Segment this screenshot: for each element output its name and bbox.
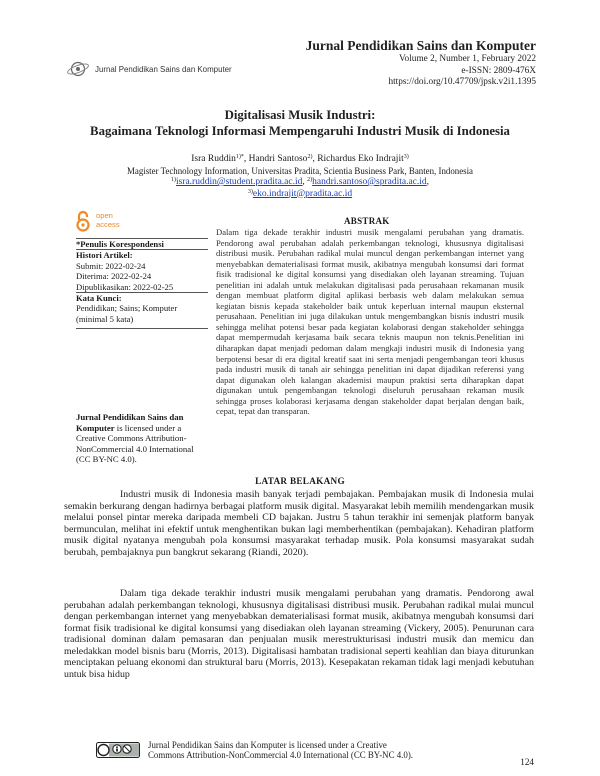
article-info-sidebar: [76, 238, 208, 329]
cc-license-badge: [96, 742, 140, 763]
license-text: is licensed under a Creative Commons Attribution-NonCommercial 4.0 International (CC BY-NC 4.0).: [76, 422, 194, 465]
body-paragraph: Industri musik di Indonesia masih banyak terjadi pembajakan. Pembajakan musik di Indonesia mulai semakin berkurang dengan hadirnya berbagai platform musik digital. Masyarakat lebih memilih mendengarkan musik melalui ponsel pintar mereka daripada membeli CD bajakan. Justru 5 tahun terakhir ini semenjak platform banyak bermunculan, melihat ini efektif untuk menghentikan bukan lagi memberhentikan (pembajakan). Kehadiran platform musik digital nyatanya mengubah pola konsumsi masyarakat terhadap musik. Pola konsumsi masyarakat sudah berubah, pembajaknya pun bangkrut sekarang (Riandi, 2020).: [64, 489, 534, 558]
author-list: Isra Ruddin$^{1)*}$, Handri Santoso$^{2)}$, Richardus Eko Indrajit$^{3)}$: [191, 154, 409, 164]
open-lock-icon: [76, 210, 90, 232]
journal-logo-text: Jurnal Pendidikan Sains dan Komputer: [95, 64, 232, 74]
history-label: Histori Artikel:: [76, 250, 133, 261]
abstract-text: Dalam tiga dekade terakhir industri musik mengalami perubahan yang dramatis. Pendorong awal perubahan adalah perkembangan teknologi, khususnya digitalisasi distribusi musik. Perubahan radikal mulai muncul dengan perkembangan internet yang menyebabkan dematerialisasi format musik, akibatnya mengubah konsumsi dari format fisik tradisional ke digital konsumsi yang disediakan oleh layanan streaming. Tujuan penelitian ini adalah untuk melakukan digitalisasi pada perusahaan rekamanan musik dengan membuat platform digital aplikasi berbasis web dalam melakukan semua kegiatan bisnis kepada stakeholder baik untuk keperluan internal maupun eksternal perusahaan. Penelitian ini juga dilakukan untuk mengembangkan bisnis industri musik sehingga melihat potensi besar pada kegiatan kolaborasi dengan stakeholder sehingga dapat mempermudah kerjasama baik secara teknis maupun non teknis.Penelitian ini diharapkan dapat menjadi pedoman dalam mengkaji industri musik di Indonesia yang berpotensi besar di era digital kreatif saat ini serta menjadi pengembangan teori khusus pada industri musik di tanah air sehingga penelitian ini dapat dijadikan referensi yang dapat digunakan oleh kalangan akademisi maupun praktisi serta diharapkan dapat digunakan untuk pengembangan teknologi diseluruh perusahaan rekaman musik sehingga proses kolaborasi kerjasama dengan stakeholder dapat berjalan dengan baik, cepat, tepat dan transparan.: [216, 227, 524, 417]
journal-eissn: e-ISSN: 2809-476X: [461, 65, 536, 76]
journal-title: Jurnal Pendidikan Sains dan Komputer: [305, 38, 536, 53]
footer-license-line2: Commons Attribution-NonCommercial 4.0 International (CC BY-NC 4.0).: [148, 750, 413, 761]
open-access-badge: [76, 210, 120, 232]
license-journal-name: Jurnal Pendidikan Sains dan Komputer: [76, 412, 184, 433]
email-link[interactable]: isra.ruddin@student.pradita.ac.id: [175, 177, 303, 187]
keywords-label: Kata Kunci:: [76, 293, 122, 304]
email-list: $^{1)}$isra.ruddin@student.pradita.ac.id, $^{2)}$handri.santoso@spradita.ac.id,: [170, 177, 430, 187]
license-note: [76, 412, 210, 465]
section-heading: LATAR BELAKANG: [255, 476, 345, 486]
footer-license-line1: Jurnal Pendidikan Sains dan Komputer is licensed under a Creative: [148, 740, 387, 750]
accepted-date: Diterima: 2022-02-24: [76, 271, 152, 282]
journal-logo-icon: [66, 60, 90, 78]
body-paragraph: Dalam tiga dekade terakhir industri musik mengalami perubahan yang dramatis. Pendorong awal perubahan adalah perkembangan teknologi, khususnya digitalisasi distribusi musik. Perubahan radikal mulai muncul dengan perkembangan internet yang menyebabkan dematerialisasi format musik, akibatnya mengubah konsumsi dari format fisik tradisional ke digital konsumsi yang disediakan oleh layanan streaming (Vickery, 2005). Penurunan cara tradisional dominan dalam pemasaran dan penjualan musik merestrukturisasi industri musik dan memicu dan meledakkan model bisnis baru (Morris, 2013). Digitalisasi hambatan tradisional seperti keahlian dan biaya diturunkan menciptakan peluang ekonomi dan struktural baru (Morris, 2013). Kesepakatan rekaman tidak lagi menjadi kebutuhan untuk bisa hidup: [64, 588, 534, 680]
keywords: Pendidikan; Sains; Komputer (minimal 5 kata): [76, 303, 178, 324]
submit-date: Submit: 2022-02-24: [76, 260, 146, 271]
author-name: Isra Ruddin: [191, 154, 236, 164]
article-title-line1: Digitalisasi Musik Industri:: [224, 108, 376, 122]
author-block: [0, 154, 600, 200]
author-name: Richardus Eko Indrajit: [317, 154, 404, 164]
email-link[interactable]: eko.indrajit@pradita.ac.id: [252, 188, 353, 199]
journal-volume: Volume 2, Number 1, February 2022: [399, 54, 536, 64]
page-number: 124: [520, 757, 534, 767]
article-doi[interactable]: https://doi.org/10.47709/jpsk.v2i1.1395: [388, 77, 536, 87]
abstract-heading: ABSTRAK: [344, 216, 390, 226]
email-link[interactable]: handri.santoso@spradita.ac.id: [312, 177, 427, 187]
footer-license: [148, 740, 413, 761]
email-list: $^{3)}$eko.indrajit@pradita.ac.id: [247, 188, 353, 199]
published-date: Dipublikasikan: 2022-02-25: [76, 281, 174, 292]
affiliation: Magister Technology Information, Universitas Pradita, Scientia Business Park, Banten, Indonesia: [126, 165, 473, 176]
journal-header: [306, 38, 536, 89]
corresponding-author-note: *Penulis Korespondensi: [76, 239, 164, 249]
cc-by-nc-icon: [96, 742, 140, 758]
author-name: Handri Santoso: [248, 154, 308, 164]
article-title: [0, 107, 600, 139]
article-title-line2: Bagaimana Teknologi Informasi Mempengaruhi Industri Musik di Indonesia: [90, 124, 510, 138]
journal-logo: [66, 60, 244, 78]
open-access-label: open access: [96, 211, 120, 229]
